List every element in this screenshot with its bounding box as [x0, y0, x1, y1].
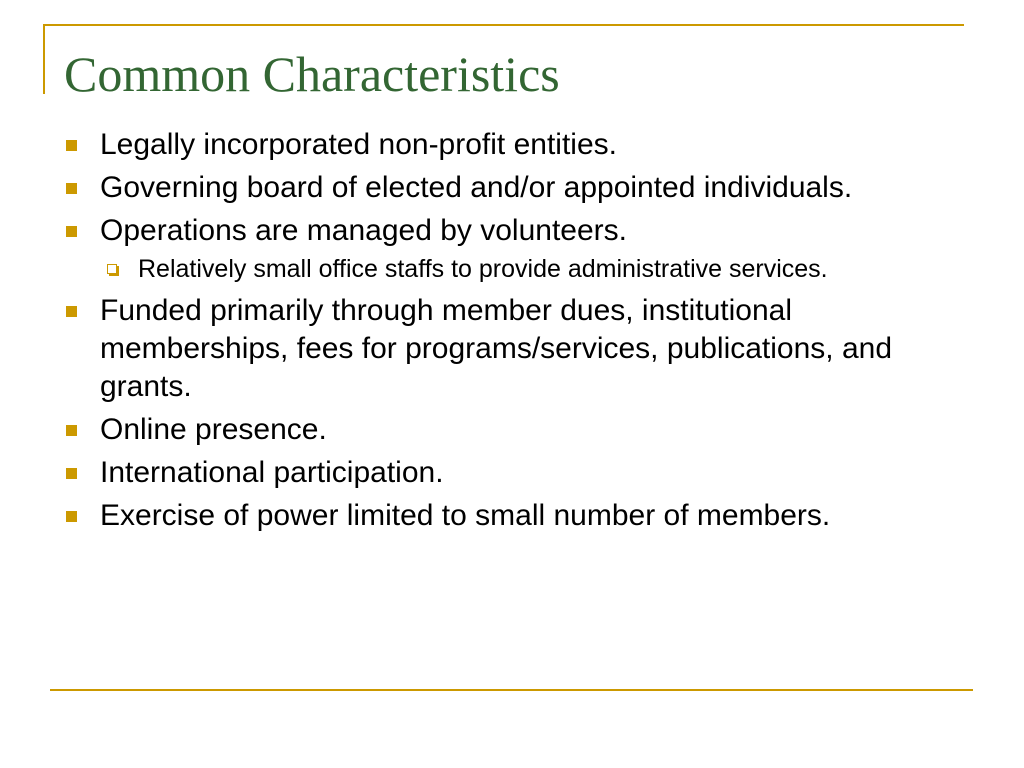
title-frame-left-line [43, 24, 45, 94]
footer-rule-line [50, 689, 973, 691]
bullet-item [62, 126, 967, 164]
bullet-text: Operations are managed by volunteers. [100, 214, 627, 247]
bullet-text: Exercise of power limited to small number of members. [100, 499, 831, 532]
bullet-item [62, 411, 967, 449]
bullet-item [62, 169, 967, 207]
slide-title: Common Characteristics [64, 46, 560, 102]
hollow-square-bullet-icon [107, 264, 117, 274]
square-bullet-icon [66, 306, 77, 317]
bullet-text: Online presence. [100, 413, 327, 446]
bullet-item [62, 454, 967, 492]
bullet-list [62, 126, 967, 540]
square-bullet-icon [66, 425, 77, 436]
bullet-item [62, 212, 967, 250]
bullet-text: Governing board of elected and/or appointed individuals. [100, 171, 853, 204]
square-bullet-icon [66, 183, 77, 194]
square-bullet-icon [66, 226, 77, 237]
bullet-item [62, 497, 967, 535]
square-bullet-icon [66, 511, 77, 522]
bullet-text: Legally incorporated non-profit entities. [100, 128, 617, 161]
bullet-text: International participation. [100, 456, 444, 489]
sub-bullet-item [62, 253, 967, 286]
square-bullet-icon [66, 468, 77, 479]
bullet-text: Funded primarily through member dues, institutional memberships, fees for programs/services, publications, and grants. [100, 294, 893, 403]
square-bullet-icon [66, 140, 77, 151]
sub-bullet-text: Relatively small office staffs to provide administrative services. [138, 255, 828, 283]
bullet-item [62, 292, 967, 406]
title-frame-top-line [43, 24, 964, 26]
